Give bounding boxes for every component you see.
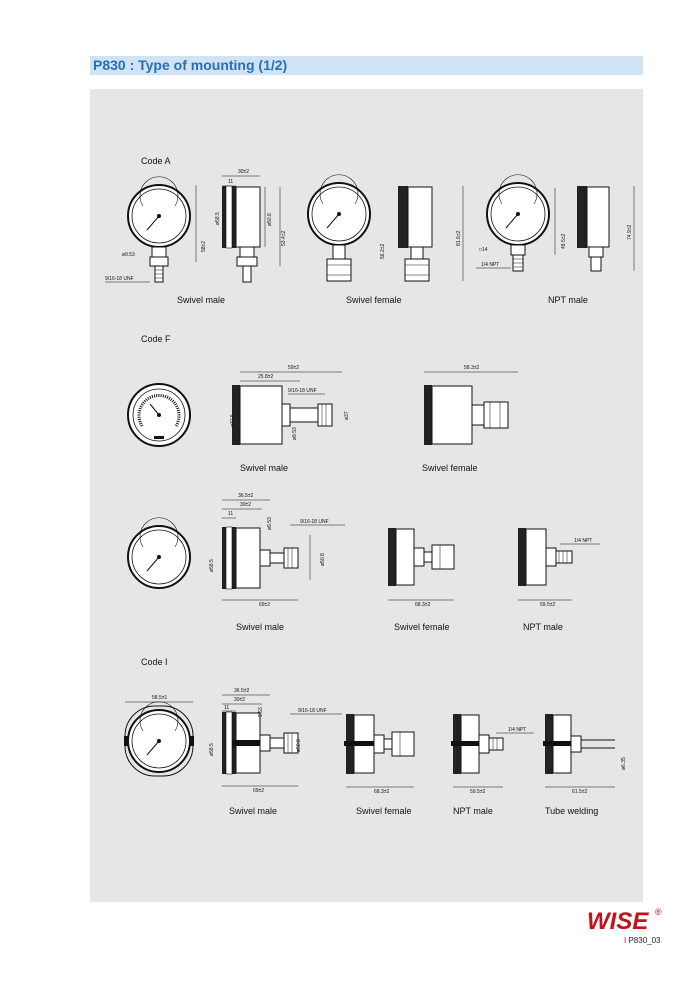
dim-f2-683: 68.3±2 <box>415 602 431 608</box>
dim-a-585: ø58.5 <box>215 212 221 225</box>
dim-f2-365: 36.5±2 <box>238 493 254 499</box>
dim-i-595: 59.5±2 <box>470 789 486 795</box>
label-f-swivel-male-1: Swivel male <box>240 463 289 473</box>
dim-i-11: 11 <box>224 705 230 711</box>
gauge-side-i2 <box>344 714 414 787</box>
dim-a-508: ø50.8 <box>267 213 273 226</box>
page-code <box>624 936 661 945</box>
gauge-side-a2 <box>398 186 463 281</box>
dim-f-583: 58.3±2 <box>464 365 480 371</box>
dim-i-508: ø50.8 <box>296 739 302 752</box>
gauge-front-i1 <box>124 702 194 776</box>
wise-logo <box>583 905 663 933</box>
dim-f2-11: 11 <box>228 511 234 517</box>
dim-i-953: 9.53 <box>258 707 264 717</box>
dim-f-375: ø37.5 <box>230 414 236 427</box>
dim-a-unf: 9/16-18 UNF <box>105 276 134 282</box>
dim-a-11: 11 <box>228 179 234 185</box>
label-f-swivel-male-2: Swivel male <box>236 622 285 632</box>
dim-a-749: 74.9±2 <box>627 224 633 240</box>
gauge-side-i3 <box>451 714 503 787</box>
dim-f-59: 59±2 <box>288 365 300 371</box>
dim-f-258: 25.8±2 <box>258 374 274 380</box>
dim-f2-69: 69±2 <box>259 602 271 608</box>
code-i-title: Code I <box>141 657 168 667</box>
dim-a-npt: 1/4 NPT <box>481 262 500 268</box>
gauge-front-a1 <box>128 177 196 282</box>
dim-i-30: 30±2 <box>234 697 246 703</box>
dim-f2-595: 59.5±2 <box>540 602 556 608</box>
gauge-side-f2-female <box>388 528 454 600</box>
dim-f-unf: 9/16-18 UNF <box>288 388 317 394</box>
dim-f2-unf: 9/16-18 UNF <box>300 519 329 525</box>
dim-a-14: □14 <box>479 247 488 253</box>
dim-f2-953: ø9.53 <box>267 517 273 530</box>
svg-text:®: ® <box>655 907 662 917</box>
label-f-npt-male: NPT male <box>523 622 563 632</box>
dim-i-d585: ø58.5 <box>209 743 215 756</box>
dim-f2-508: ø50.8 <box>320 553 326 566</box>
label-i-swivel-male: Swivel male <box>229 806 278 816</box>
label-f-swivel-female-1: Swivel female <box>422 463 478 473</box>
dim-f-37: ø37 <box>344 411 350 420</box>
dim-i-npt: 1/4 NPT <box>508 727 527 733</box>
dim-f-953: ø9.53 <box>292 427 298 440</box>
gauge-side-a1 <box>222 176 280 282</box>
dim-a-495: 49.5±2 <box>561 233 567 249</box>
gauge-front-f2 <box>128 518 190 588</box>
gauge-side-f1-female <box>424 372 518 445</box>
dim-a-58: 58±2 <box>201 240 207 252</box>
svg-text:WISE: WISE <box>587 908 649 933</box>
label-i-swivel-female: Swivel female <box>356 806 412 816</box>
dim-a-534: 53.4±2 <box>281 230 287 246</box>
dim-i-683: 68.3±2 <box>374 789 390 795</box>
dim-i-365: 36.5±2 <box>234 688 250 694</box>
gauge-side-f2 <box>222 500 310 600</box>
code-a-title: Code A <box>141 156 171 166</box>
dim-i-635: ø6.35 <box>621 757 627 770</box>
dim-i-585: 58.5±1 <box>152 695 168 701</box>
dim-f2-585: ø58.5 <box>209 559 215 572</box>
code-f-title: Code F <box>141 334 171 344</box>
dim-a-30: 30±2 <box>238 169 250 175</box>
dim-i-615: 61.5±2 <box>572 789 588 795</box>
page-title: P830 : Type of mounting (1/2) <box>93 57 288 73</box>
label-i-npt-male: NPT male <box>453 806 493 816</box>
label-a-npt-male: NPT male <box>548 295 588 305</box>
dim-a-562: 56.2±2 <box>380 243 386 259</box>
gauge-side-f1 <box>232 372 342 445</box>
gauge-side-a3 <box>577 186 634 271</box>
gauge-front-a2 <box>308 175 370 281</box>
gauge-side-f2-npt <box>518 528 572 600</box>
dim-a-953: ø9.53 <box>122 252 135 258</box>
dim-a-816: 81.6±2 <box>456 230 462 246</box>
dim-i-69: 69±2 <box>253 788 265 794</box>
page-code-text: P830_03 <box>628 936 661 945</box>
dim-f2-30: 30±2 <box>240 502 252 508</box>
dim-f2-npt: 1/4 NPT <box>574 538 593 544</box>
label-i-tube-welding: Tube welding <box>545 806 599 816</box>
gauge-side-i4 <box>543 714 615 787</box>
gauge-front-f1 <box>128 384 190 446</box>
label-a-swivel-female: Swivel female <box>346 295 402 305</box>
page-code-bar: I <box>624 936 627 945</box>
label-f-swivel-female-2: Swivel female <box>394 622 450 632</box>
gauge-front-a3 <box>487 175 555 271</box>
dim-i-unf: 9/16-18 UNF <box>298 708 327 714</box>
label-a-swivel-male: Swivel male <box>177 295 226 305</box>
